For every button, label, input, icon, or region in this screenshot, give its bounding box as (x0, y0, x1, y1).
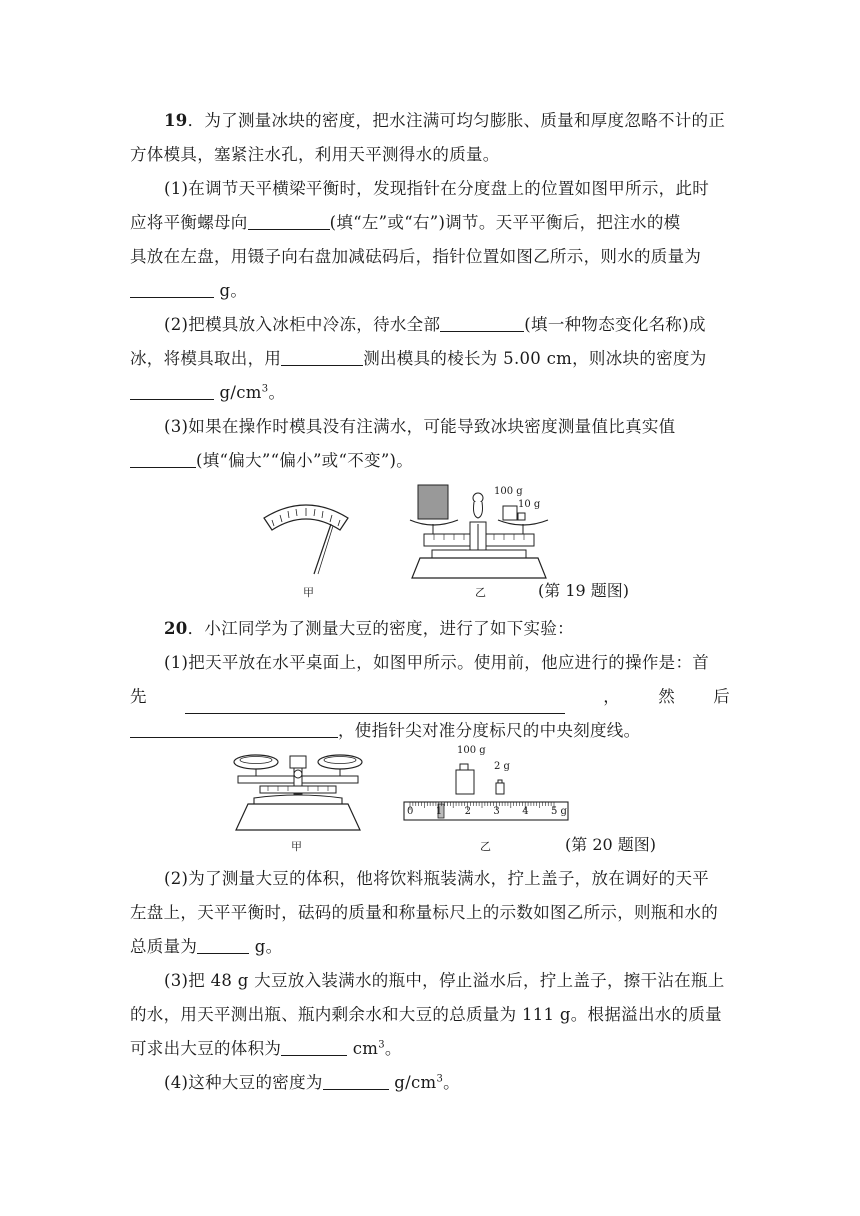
q20-blank-4[interactable] (281, 1039, 347, 1056)
q20-p2-line3a: 总质量为 (130, 937, 198, 956)
q20-p1-line3: ，使指针尖对准分度标尺的中央刻度线。 (338, 721, 641, 740)
q20-blank-1[interactable] (185, 697, 565, 714)
q19-fig-label-a: 甲 (303, 586, 314, 599)
q20-weight-2-label: 2 g (494, 761, 510, 772)
q20-p1-line2b: ， (603, 687, 620, 706)
q20-p3-sup: 3 (378, 1039, 385, 1051)
q19-blank-6[interactable] (130, 451, 196, 468)
q20-part2 (130, 862, 730, 964)
q19-blank-1[interactable] (248, 213, 330, 230)
q19-p3-line1: (3)如果在操作时模具没有注满水，可能导致冰块密度测量值比真实值 (164, 417, 676, 436)
q19-stem-line1: ．为了测量冰块的密度，把水注满可均匀膨胀、质量和厚度忽略不计的正 (187, 111, 726, 130)
q19-blank-3[interactable] (440, 315, 524, 332)
q20-p1-line2d: 后 (713, 687, 730, 706)
q20-p2-line3b: g。 (249, 937, 283, 956)
q20-p2-line1: (2)为了测量大豆的体积，他将饮料瓶装满水，拧上盖子，放在调好的天平 (164, 869, 710, 888)
q19-p2-line1b: (填一种物态变化名称)成 (524, 315, 706, 334)
q20-blank-2[interactable] (130, 721, 338, 738)
q19-weight-100-label: 100 g (494, 486, 523, 497)
q20-p4-a: (4)这种大豆的密度为 (164, 1073, 323, 1092)
q19-p2-line3-end: 。 (268, 383, 286, 402)
q20-blank-5[interactable] (323, 1073, 389, 1090)
q20-p4-end: 。 (443, 1073, 460, 1092)
q20-number: 20 (164, 619, 188, 638)
q19-p2-sup: 3 (261, 383, 269, 395)
q20-part1 (130, 646, 730, 748)
scale-tick-label: 5 g (551, 806, 567, 817)
q20-weight-100-label: 100 g (457, 745, 486, 756)
q19-p3-line2: (填“偏大”“偏小”或“不变”)。 (196, 451, 414, 470)
q19-blank-4[interactable] (281, 349, 363, 366)
q20-p4-sup: 3 (436, 1073, 444, 1085)
q19-fig-balance (404, 482, 554, 582)
q19-fig-label-b: 乙 (475, 586, 486, 599)
q19-p2-line2b: 测出模具的棱长为 5.00 cm，则冰块的密度为 (363, 349, 707, 368)
q20-caption: (第 20 题图) (565, 835, 657, 854)
q20-p3-line3b: cm (347, 1039, 379, 1058)
q20-p1-line1: (1)把天平放在水平桌面上，如图甲所示。使用前，他应进行的操作是：首 (164, 653, 710, 672)
q19-p2-line3: g/cm (214, 383, 262, 402)
q19-stem-line2: 方体模具，塞紧注水孔，利用天平测得水的质量。 (130, 145, 500, 164)
q20-part3 (130, 964, 730, 1066)
q19-p1-line2b: (填“左”或“右”)调节。天平平衡后，把注水的模 (329, 213, 681, 232)
q19-part2 (130, 308, 730, 410)
q19-blank-5[interactable] (130, 383, 214, 400)
q19-weight-10-label: 10 g (518, 499, 541, 510)
scale-tick-label: 0 (407, 806, 414, 817)
q20-p3-line1: (3)把 48 g 大豆放入装满水的瓶中，停止溢水后，拧上盖子，擦干沾在瓶上 (164, 971, 725, 990)
q20-stem-text: ．小江同学为了测量大豆的密度，进行了如下实验： (187, 619, 574, 638)
scale-tick-label: 1 (435, 806, 443, 817)
q19-p1-line4: g。 (214, 281, 248, 300)
q20-p3-line3-end: 。 (384, 1039, 402, 1058)
q20-p4-b: g/cm (388, 1073, 437, 1092)
q20-stem (130, 612, 730, 646)
q19-fig-dial (258, 496, 358, 576)
q19-blank-2[interactable] (130, 281, 214, 298)
q20-fig-label-a: 甲 (291, 840, 302, 853)
q19-number: 19 (164, 111, 188, 130)
q19-p2-line1a: (2)把模具放入冰柜中冷冻，待水全部 (164, 315, 441, 334)
q20-p3-line3a: 可求出大豆的体积为 (130, 1039, 282, 1058)
q20-part4 (130, 1066, 730, 1100)
q20-p2-line2: 左盘上，天平平衡时，砝码的质量和称量标尺上的示数如图乙所示，则瓶和水的 (130, 903, 718, 922)
q19-part3 (130, 410, 730, 478)
q20-fig-label-b: 乙 (480, 840, 491, 853)
q19-p1-line1: (1)在调节天平横梁平衡时，发现指针在分度盘上的位置如图甲所示，此时 (164, 179, 710, 198)
q20-fig-scale-ticks (404, 802, 564, 814)
q19-caption: (第 19 题图) (538, 581, 630, 600)
q19-p1-line2a: 应将平衡螺母向 (130, 213, 248, 232)
q20-fig-balance (232, 752, 366, 834)
q20-p1-line2c: 然 (658, 687, 675, 706)
q19-part1 (130, 172, 730, 308)
scale-tick-label: 2 (464, 806, 471, 817)
q20-blank-3[interactable] (197, 937, 249, 954)
q20-fig-weights (402, 758, 572, 824)
q20-p1-line2a: 先 (130, 687, 147, 706)
scale-tick-label: 3 (493, 806, 500, 817)
q19-p2-line2a: 冰，将模具取出，用 (130, 349, 282, 368)
q19-stem (130, 104, 730, 172)
q19-p1-line3: 具放在左盘，用镊子向右盘加减砝码后，指针位置如图乙所示，则水的质量为 (130, 247, 702, 266)
q20-p3-line2: 的水，用天平测出瓶、瓶内剩余水和大豆的总质量为 111 g。根据溢出水的质量 (130, 1005, 722, 1024)
scale-tick-label: 4 (522, 806, 529, 817)
